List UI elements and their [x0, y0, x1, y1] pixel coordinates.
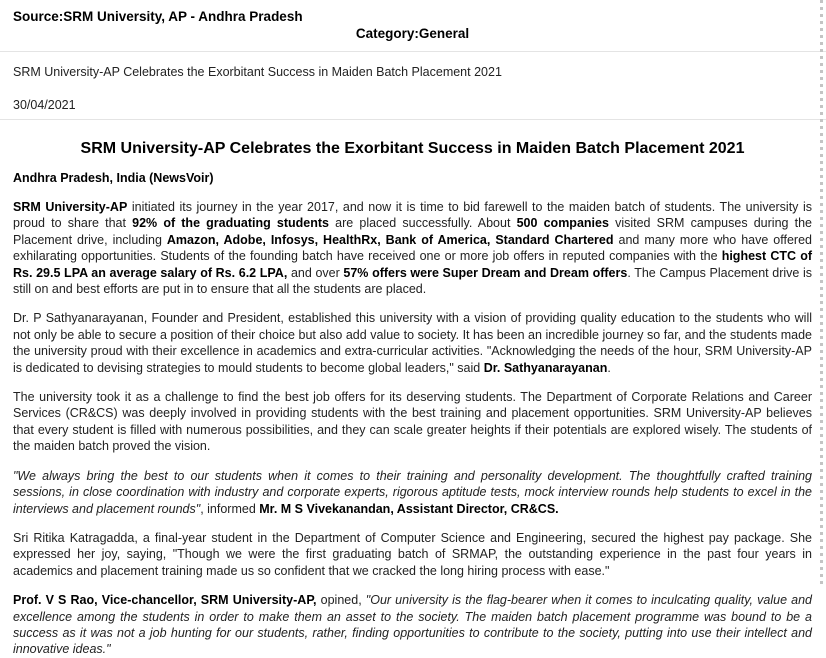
paragraph-bold-text: highest CTC of Rs. 29.5 LPA an average salary of Rs. 6.2 LPA, — [13, 249, 812, 280]
paragraph-bold-text: 92% of the graduating students — [132, 216, 329, 231]
article-body — [13, 199, 812, 658]
paragraph-text: . — [607, 360, 611, 375]
article-paragraph — [13, 592, 812, 658]
article-paragraph — [13, 310, 812, 376]
paragraph-text: The university took it as a challenge to find the best job offers for its deserving students. The Department of Corporate Relations and Career Services (CR&CS) was deeply involved in providing students with the best training and placement opportunities. SRM University-AP believes that every student is filled with numerous possibilities, and they can scale greater heights if their potentials are explored wisely. The students of the maiden batch proved the vision. — [13, 390, 812, 454]
article-paragraph — [13, 530, 812, 579]
paragraph-text: , informed — [200, 501, 260, 516]
paragraph-bold-text: 500 companies — [516, 216, 609, 231]
paragraph-bold-text: 57% offers were Super Dream and Dream offers — [343, 265, 628, 280]
paragraph-quote-text: "Our university is the flag-bearer when it comes to inculcating quality, value and excellence among the students in order to make them an asset to the society. The maiden batch placement programme was bound to be a success as it was not a job hunting for our students, rather, finding opportunities to contribute to the society, putting into use their intellect and innovative ideas." — [13, 593, 812, 657]
page-title: SRM University-AP Celebrates the Exorbitant Success in Maiden Batch Placement 2021 — [80, 140, 745, 157]
paragraph-bold-text: Dr. Sathyanarayanan — [483, 360, 608, 375]
paragraph-text: Sri Ritika Katragadda, a final-year student in the Department of Computer Science and Engineering, secured the highest pay package. She expressed her joy, saying, "Though we were the first graduating batch of SRMAP, the outstanding experience in the past four years in academics and placement training made us so confident that we cracked the long hiring process with ease." — [13, 530, 812, 578]
article-date: 30/04/2021 — [13, 98, 76, 112]
paragraph-text: Dr. P Sathyanarayanan, Founder and President, established this university with a vision of providing quality education to the students who will not only be able to secure a position of their choice but also add value to society. It has been an incredible journey so far, and the students made the university proud with their excellence in academics and extra-curricular activities. "Acknowledging the needs of the hour, SRM University-AP is dedicated to devising strategies to mould students to become global leaders," said — [13, 311, 812, 375]
page-boundary-dotted-border — [820, 0, 823, 588]
category-line — [13, 25, 812, 42]
paragraph-text: visited SRM campuses during the Placement drive, including — [13, 216, 813, 247]
paragraph-bold-text: Prof. V S Rao, Vice-chancellor, SRM University-AP, — [13, 593, 317, 608]
paragraph-bold-text: SRM University-AP — [13, 200, 128, 214]
article-headline: SRM University-AP Celebrates the Exorbitant Success in Maiden Batch Placement 2021 — [13, 65, 502, 79]
source-value: SRM University, AP - Andhra Pradesh — [63, 9, 303, 24]
divider-bottom — [0, 119, 826, 120]
paragraph-text: and over — [287, 265, 344, 280]
article-paragraph — [13, 389, 812, 455]
paragraph-text: initiated its journey in the year 2017, and now it is time to bid farewell to the maiden batch of students. The university is proud to share that — [13, 200, 812, 231]
source-label: Source: — [13, 9, 64, 24]
category-value: General — [418, 26, 470, 41]
paragraph-text: . The Campus Placement drive is still on and best efforts are put in to ensure that all the students are placed. — [13, 265, 813, 297]
article-dateline: Andhra Pradesh, India (NewsVoir) — [13, 171, 214, 185]
paragraph-text: and many more who have offered exhilarating opportunities. Students of the founding batch have received one or more job offers in reputed companies with the — [13, 232, 812, 264]
paragraph-text: are placed successfully. About — [329, 216, 517, 231]
source-line — [13, 8, 812, 25]
paragraph-bold-text: Amazon, Adobe, Infosys, HealthRx, Bank of America, Standard Chartered — [166, 232, 614, 247]
paragraph-quote-text: "We always bring the best to our students when it comes to their training and personality development. The thoughtfully crafted training sessions, in close coordination with industry and corporate experts, rigorous aptitude tests, mock interview rounds help students to excel in the interviews and placement rounds" — [13, 468, 812, 516]
divider-top — [0, 51, 826, 52]
paragraph-text: opined, — [316, 593, 366, 608]
article-paragraph — [13, 468, 812, 517]
category-label: Category: — [355, 26, 419, 41]
paragraph-bold-text: Mr. M S Vivekanandan, Assistant Director, CR&CS. — [259, 501, 559, 516]
article-paragraph — [13, 199, 812, 297]
